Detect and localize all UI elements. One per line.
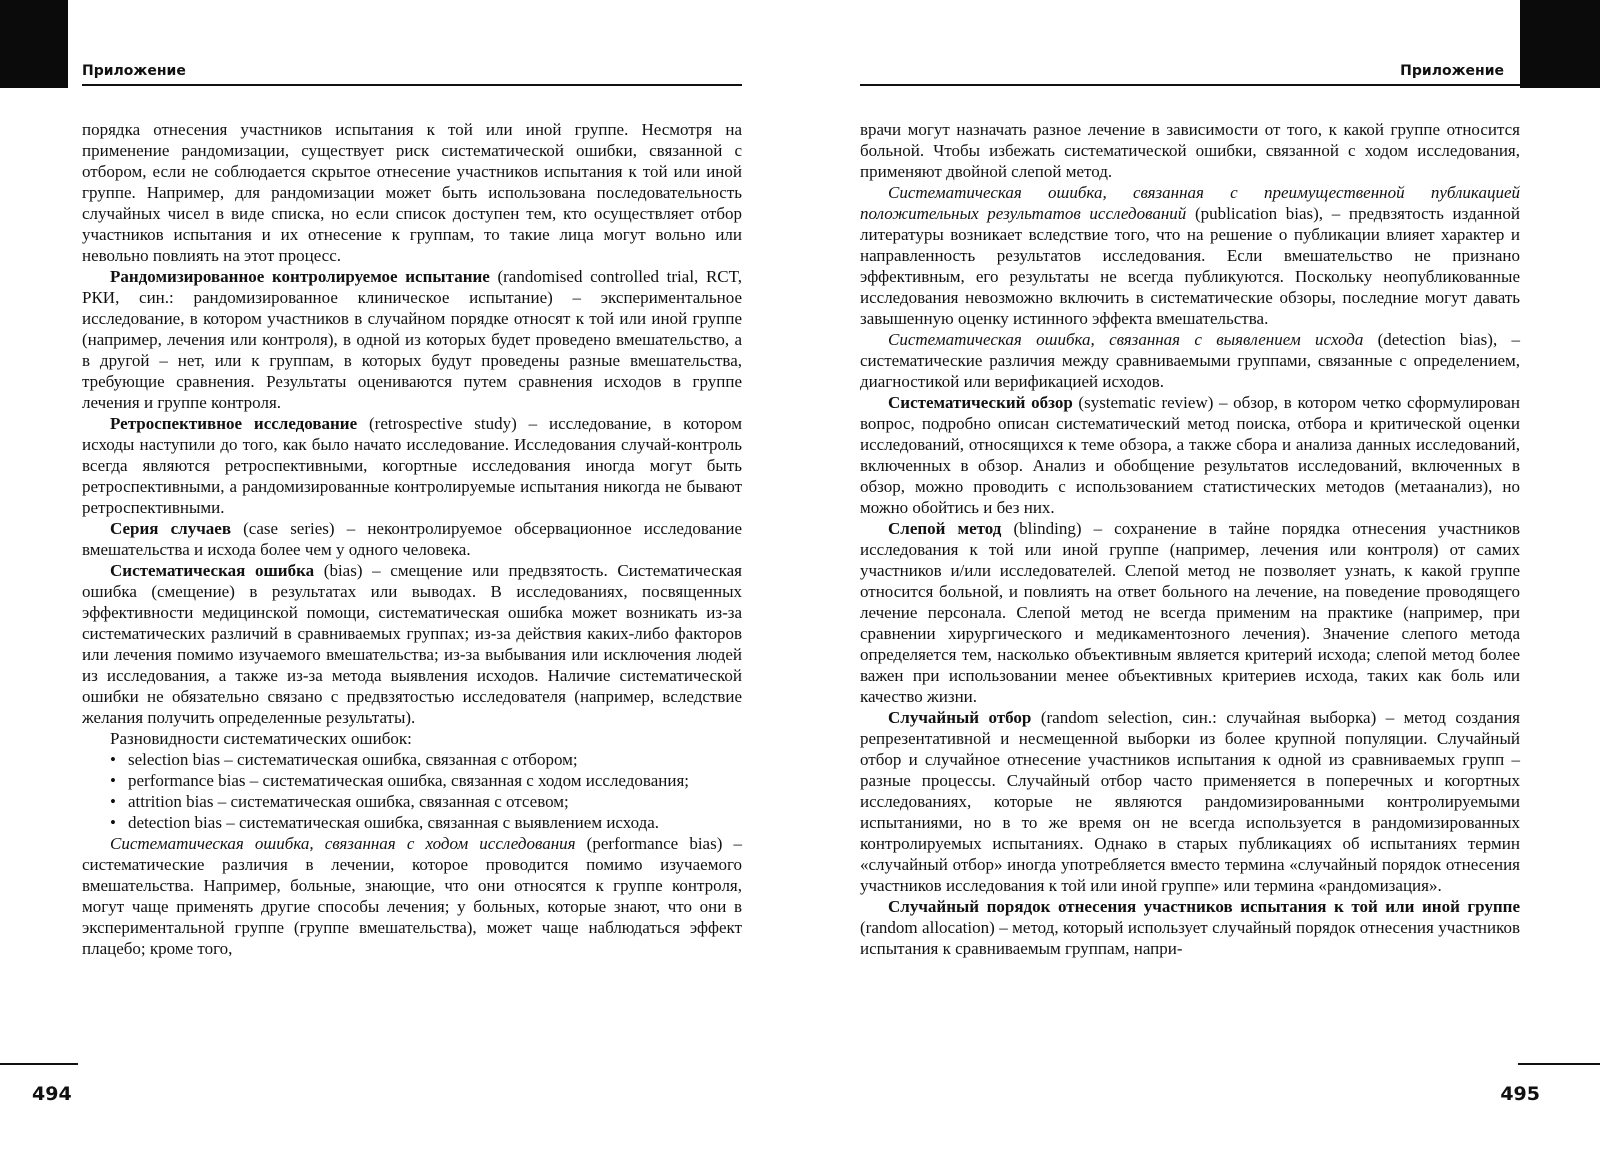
glossary-term: Рандомизированное контролируемое испытание — [110, 267, 490, 286]
glossary-term: Систематический обзор — [888, 393, 1073, 412]
paragraph — [860, 707, 1520, 896]
definition: (systematic review) – обзор, в котором четко сформулирован вопрос, подробно описан систематический метод поиска, отбора и критической оценки исследований, относящихся к теме обзора, а также сбора и анализа данных исследований, включенных в обзор. Анализ и обобщение результатов исследований, включенных в обзор, можно проводить с использованием статистических методов (метаанализ), но можно обойтись и без них. — [860, 393, 1521, 517]
page-body — [860, 119, 1520, 959]
glossary-term: Случайный порядок отнесения участников испытания к той или иной группе — [888, 897, 1520, 916]
header-rule — [860, 84, 1520, 86]
footer-rule — [1518, 1063, 1600, 1065]
thumb-tab — [1520, 0, 1600, 88]
paragraph: врачи могут назначать разное лечение в зависимости от того, к какой группе относится больной. Чтобы избежать систематической ошибки, связанной с ходом исследования, применяют двойной слепой метод. — [860, 120, 1520, 181]
definition: (randomised controlled trial, RCT, РКИ, син.: рандомизированное клиническое испытание) – экспериментальное исследование, в котором участников в случайном порядке относят к той или иной группе (например, лечения или контроля), в одной из которых будет проведено вмешательство, а в другой – нет, или к группам, в которых будут проведены разные вмешательства, требующие сравнения. Результаты оцениваются путем сравнения исходов в группе лечения и группе контроля. — [82, 267, 742, 412]
right-page — [800, 0, 1600, 1159]
paragraph — [82, 560, 742, 728]
page-number: 494 — [32, 1083, 72, 1105]
header-rule — [82, 84, 742, 86]
page-number: 495 — [1500, 1083, 1540, 1105]
glossary-term: Систематическая ошибка, связанная с ходом исследования — [110, 834, 576, 853]
thumb-tab — [0, 0, 68, 88]
glossary-term: Серия случаев — [110, 519, 232, 538]
glossary-term: Систематическая ошибка, связанная с выявлением исхода — [888, 330, 1364, 349]
glossary-term: Систематическая ошибка — [110, 561, 315, 580]
paragraph — [860, 329, 1520, 392]
paragraph — [82, 413, 742, 518]
bias-kinds-list — [82, 749, 742, 833]
glossary-term: Случайный отбор — [888, 708, 1032, 727]
footer-rule — [0, 1063, 78, 1065]
page-body — [82, 119, 742, 959]
glossary-term: Слепой метод — [888, 519, 1002, 538]
paragraph — [82, 266, 742, 413]
definition: (blinding) – сохранение в тайне порядка отнесения участников исследования к той или иной группе (например, лечения или контроля) от самих участников и/или исследователей. Слепой метод не позволяет узнать, к какой группе относится больной, и повлиять на ответ больного на лечение, на поведение проводящего лечение персонала. Слепой метод не всегда применим на практике (например, при сравнении хирургического и медикаментозного лечения). Значение слепого метода определяется тем, насколько объективным является критерий исхода; слепой метод более важен при использовании менее объективных критериев исхода, таких как боль или качество жизни. — [860, 519, 1520, 706]
definition: (performance bias) – систематические различия в лечении, которое проводится помимо изучаемого вмешательства. Например, больные, знающие, что они относятся к группе контроля, могут чаще применять другие способы лечения; у больных, которые знают, что они в экспериментальной группе (группе вмешательства), может чаще наблюдаться эффект плацебо; кроме того, — [82, 834, 742, 958]
glossary-term: Ретроспективное исследование — [110, 414, 358, 433]
running-header: Приложение — [82, 63, 186, 79]
paragraph — [860, 392, 1520, 518]
glossary-term: Систематическая ошибка, связанная с преимущественной публикацией положительных результатов исследований — [860, 183, 1520, 223]
paragraph — [860, 182, 1520, 329]
list-item: • attrition bias – систематическая ошибка, связанная с отсевом; — [128, 791, 742, 812]
definition: (publication bias), – предвзятость изданной литературы возникает вследствие того, что на решение о публикации влияет характер и направленность результатов исследования. Если вмешательство не признано эффективным, его результаты не всегда публикуются. Поскольку неопубликованные исследования невозможно включить в систематические обзоры, последние могут давать завышенную оценку истинного эффекта вмешательства. — [860, 204, 1520, 328]
paragraph — [82, 833, 742, 959]
definition: (bias) – смещение или предвзятость. Систематическая ошибка (смещение) в результатах или выводах. В исследованиях, посвященных эффективности медицинской помощи, систематическая ошибка может возникать из-за систематических различий в сравниваемых группах; из-за действия каких-либо факторов или лечения помимо изучаемого вмешательства; из-за выбывания или исключения людей из исследования, а также из-за метода выявления исходов. Наличие систематической ошибки не обязательно связано с предвзятостью исследователя (например, вследствие желания получить определенные результаты). — [82, 561, 742, 727]
definition: (random allocation) – метод, который использует случайный порядок отнесения участников испытания к сравниваемым группам, напри- — [860, 918, 1520, 958]
list-intro: Разновидности систематических ошибок: — [110, 729, 412, 748]
paragraph — [860, 518, 1520, 707]
definition: (case series) – неконтролируемое обсервационное исследование вмешательства и исхода более чем у одного человека. — [82, 519, 742, 559]
list-item: • selection bias – систематическая ошибка, связанная с отбором; — [128, 749, 742, 770]
paragraph: порядка отнесения участников испытания к той или иной группе. Несмотря на применение рандомизации, существует риск систематической ошибки, связанной с отбором, если не соблюдается скрытое отнесение участников испытания к той или иной группе. Например, для рандомизации может быть использована последовательность случайных чисел в виде списка, но если список доступен тем, кто осуществляет отбор участников испытания и их отнесение к группам, то такие лица могут вольно или невольно повлиять на этот процесс. — [82, 120, 742, 265]
paragraph — [82, 518, 742, 560]
running-header: Приложение — [1400, 63, 1504, 79]
list-item: • detection bias – систематическая ошибка, связанная с выявлением исхода. — [128, 812, 742, 833]
definition: (random selection, син.: случайная выборка) – метод создания репрезентативной и несмещенной выборки из более крупной популяции. Случайный отбор и случайное отнесение участников испытания к одной из сравниваемых групп – разные процессы. Случайный отбор часто применяется в поперечных и когортных исследованиях, которые не являются рандомизированными контролируемыми испытаниями, но в то же время он не всегда используется в рандомизированных контролируемых испытаниях. Однако в старых публикациях об испытаниях термин «случайный отбор» иногда употребляется вместо термина «случайный порядок отнесения участников исследования к той или иной группе» или термина «рандомизация». — [860, 708, 1520, 895]
definition: (retrospective study) – исследование, в котором исходы наступили до того, как было начато исследование. Исследования случай-контроль всегда являются ретроспективными, когортные исследования иногда могут быть ретроспективными, а рандомизированные контролируемые испытания никогда не бывают ретроспективными. — [82, 414, 742, 517]
list-item: • performance bias – систематическая ошибка, связанная с ходом исследования; — [128, 770, 742, 791]
paragraph — [860, 896, 1520, 959]
definition: (detection bias), – систематические различия между сравниваемыми группами, связанные с определением, диагностикой или верификацией исходов. — [860, 330, 1520, 391]
